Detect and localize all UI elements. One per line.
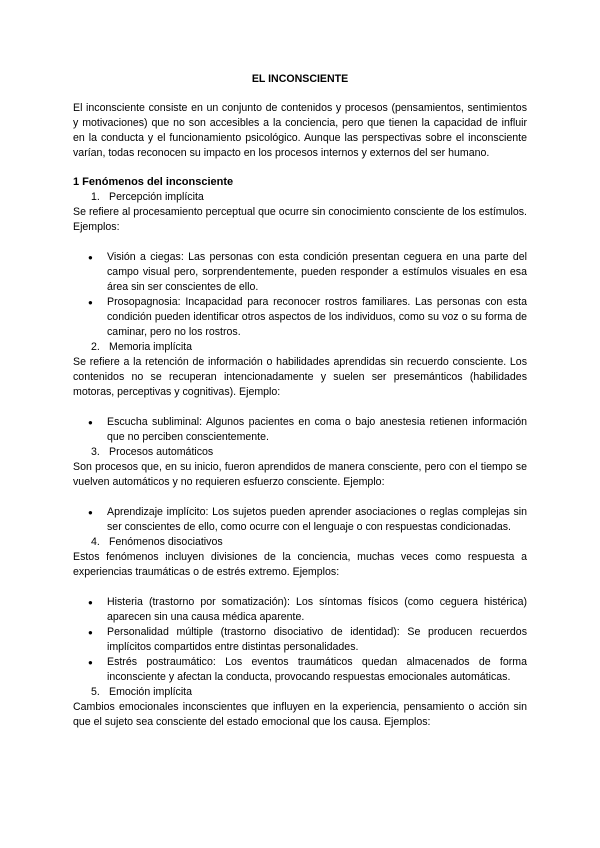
item-label: Percepción implícita xyxy=(109,191,204,203)
numbered-item-heading xyxy=(73,190,527,205)
example-text: Aprendizaje implícito: Los sujetos pueden aprender asociaciones o reglas complejas sin ser conscientes de ello, como ocurre con el lenguaje o con respuestas condicionadas. xyxy=(107,506,527,533)
item-number: 2. xyxy=(91,341,100,353)
item-number: 4. xyxy=(91,536,100,548)
item-description: Se refiere al procesamiento perceptual que ocurre sin conocimiento consciente de los estímulos. Ejemplos: xyxy=(73,206,527,233)
document-page xyxy=(73,72,527,730)
example-text: Prosopagnosia: Incapacidad para reconocer rostros familiares. Las personas con esta condición pueden identificar otros aspectos de los individuos, como su voz o su forma de caminar, pero no los rostros. xyxy=(107,296,527,338)
example-item xyxy=(73,250,527,295)
numbered-item-heading xyxy=(73,445,527,460)
bullet-icon: ● xyxy=(88,658,93,667)
item-label: Fenómenos disociativos xyxy=(109,536,223,548)
bullet-icon: ● xyxy=(88,418,93,427)
intro-paragraph: El inconsciente consiste en un conjunto de contenidos y procesos (pensamientos, sentimientos y motivaciones) que no son accesibles a la conciencia, pero que tienen la capacidad de influir en la conducta y el funcionamiento psicológico. Aunque las perspectivas sobre el inconsciente varían, todas reconocen su impacto en los procesos internos y externos del ser humano. xyxy=(73,102,527,159)
item-label: Memoria implícita xyxy=(109,341,193,353)
item-label: Procesos automáticos xyxy=(109,446,214,458)
example-item xyxy=(73,655,527,685)
item-description: Son procesos que, en su inicio, fueron aprendidos de manera consciente, pero con el tiempo se vuelven automáticos y no requieren esfuerzo consciente. Ejemplo: xyxy=(73,461,527,488)
example-list xyxy=(73,595,527,685)
item-description: Estos fenómenos incluyen divisiones de la conciencia, muchas veces como respuesta a experiencias traumáticas o de estrés extremo. Ejemplos: xyxy=(73,551,527,578)
phenomena-list xyxy=(73,190,527,730)
item-description: Se refiere a la retención de información o habilidades aprendidas sin recuerdo consciente. Los contenidos no se recuperan intencionadamente y suelen ser presemánticos (habilidades motoras, perceptivas y cognitivas). Ejemplo: xyxy=(73,356,527,398)
item-description: Cambios emocionales inconscientes que influyen en la experiencia, pensamiento o acción sin que el sujeto sea consciente del estado emocional que los causa. Ejemplos: xyxy=(73,701,527,728)
item-number: 3. xyxy=(91,446,100,458)
bullet-icon: ● xyxy=(88,628,93,637)
section-heading: 1 Fenómenos del inconsciente xyxy=(73,176,234,188)
example-item xyxy=(73,415,527,445)
example-list xyxy=(73,415,527,445)
example-text: Histeria (trastorno por somatización): Los síntomas físicos (como ceguera histérica) aparecen sin una causa médica aparente. xyxy=(107,596,527,623)
example-item xyxy=(73,295,527,340)
bullet-icon: ● xyxy=(88,298,93,307)
bullet-icon: ● xyxy=(88,253,93,262)
item-number: 5. xyxy=(91,686,100,698)
example-text: Personalidad múltiple (trastorno disociativo de identidad): Se producen recuerdos implícitos compartidos entre distintas personalidades. xyxy=(107,626,527,653)
example-list xyxy=(73,505,527,535)
example-text: Estrés postraumático: Los eventos traumáticos quedan almacenados de forma inconsciente y afectan la conducta, provocando respuestas emocionales automáticas. xyxy=(107,656,527,683)
item-number: 1. xyxy=(91,191,100,203)
example-item xyxy=(73,625,527,655)
bullet-icon: ● xyxy=(88,508,93,517)
example-text: Escucha subliminal: Algunos pacientes en coma o bajo anestesia retienen información que no perciben conscientemente. xyxy=(107,416,527,443)
bullet-icon: ● xyxy=(88,598,93,607)
example-item xyxy=(73,505,527,535)
numbered-item-heading xyxy=(73,535,527,550)
example-item xyxy=(73,595,527,625)
document-title: EL INCONSCIENTE xyxy=(251,73,349,85)
example-list xyxy=(73,250,527,340)
item-label: Emoción implícita xyxy=(109,686,193,698)
numbered-item-heading xyxy=(73,685,527,700)
numbered-item-heading xyxy=(73,340,527,355)
example-text: Visión a ciegas: Las personas con esta condición presentan ceguera en una parte del campo visual pero, sorprendentemente, pueden responder a estímulos visuales en esa área sin ser conscientes de ello. xyxy=(107,251,527,293)
